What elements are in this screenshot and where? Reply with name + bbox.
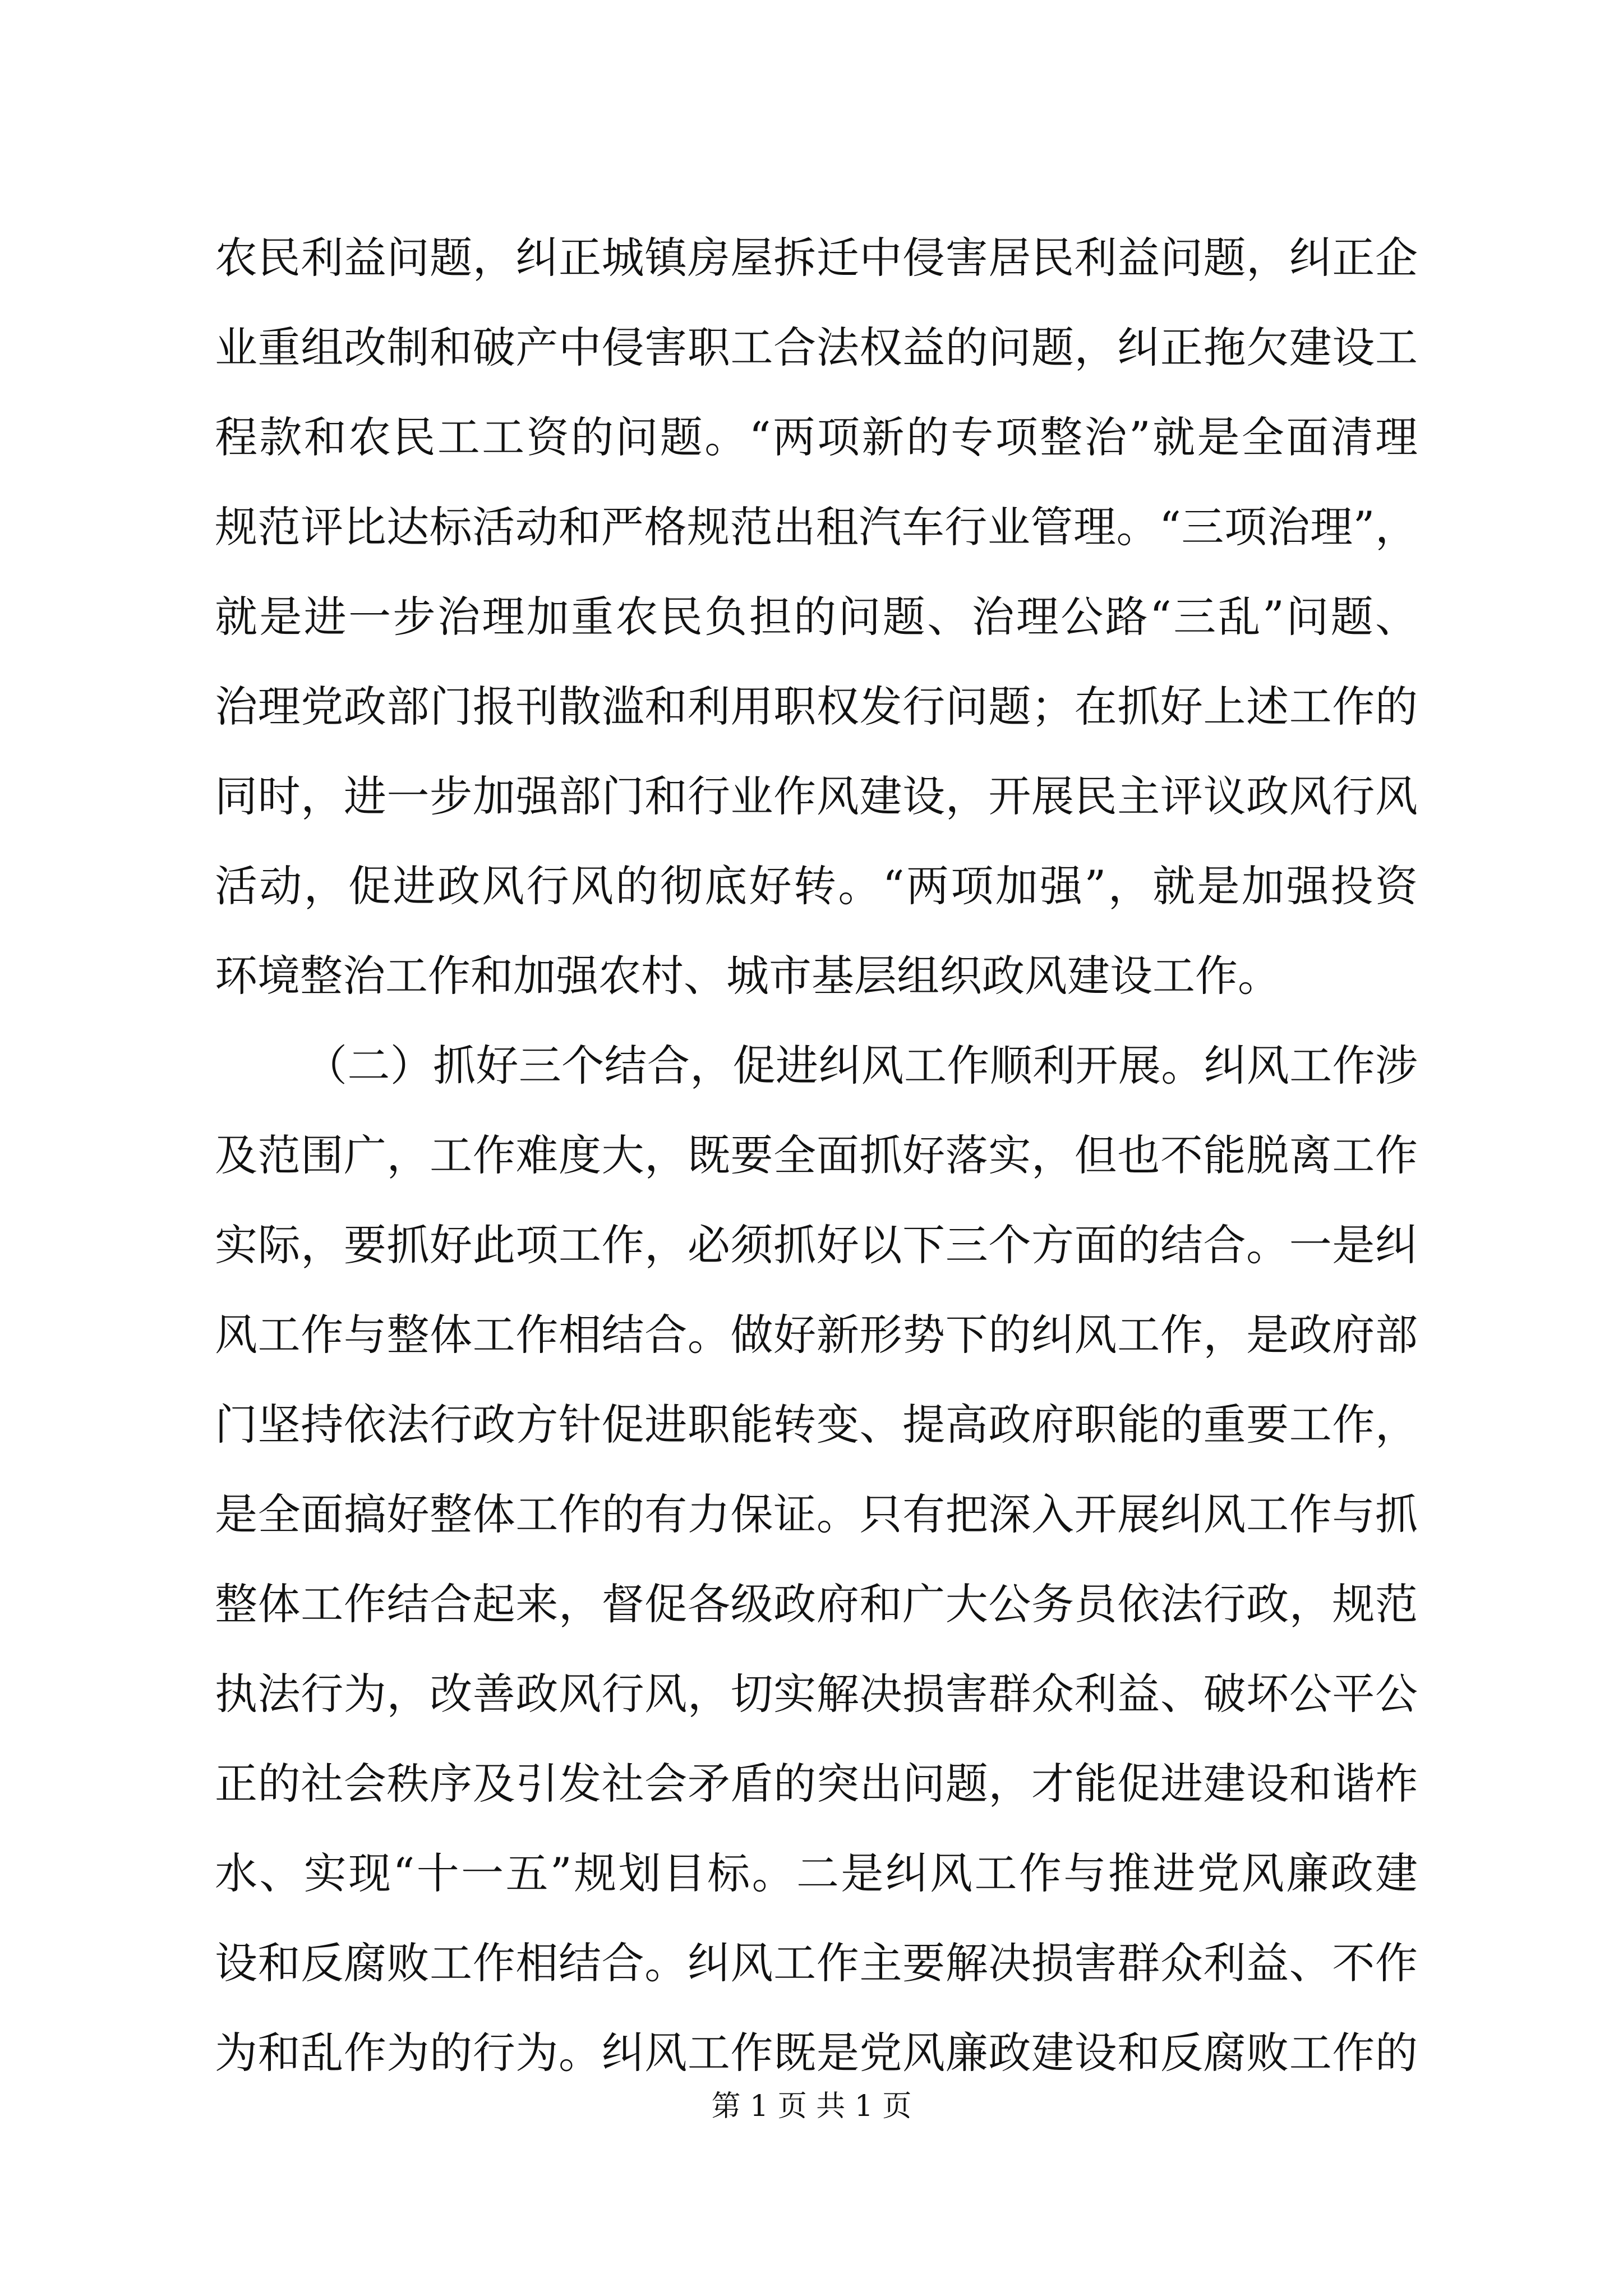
body-text-line: 为和乱作为的行为。纠风工作既是党风廉政建设和反腐败工作的	[215, 2028, 1418, 2078]
body-text-line: 是全面搞好整体工作的有力保证。只有把深入开展纠风工作与抓	[215, 1489, 1418, 1539]
body-text-line: 整体工作结合起来，督促各级政府和广大公务员依法行政，规范	[215, 1579, 1418, 1629]
body-text-line: 实际，要抓好此项工作，必须抓好以下三个方面的结合。一是纠	[215, 1220, 1418, 1270]
body-text-line: 门坚持依法行政方针促进职能转变、提高政府职能的重要工作，	[215, 1400, 1418, 1450]
body-text-line: 农民利益问题，纠正城镇房屋拆迁中侵害居民利益问题，纠正企	[215, 233, 1418, 283]
paragraph-first-line: （二）抓好三个结合，促进纠风工作顺利开展。纠风工作涉	[305, 1041, 1418, 1091]
body-text-line: 业重组改制和破产中侵害职工合法权益的问题，纠正拖欠建设工	[215, 323, 1418, 372]
body-text-line: 水、实现“十一五”规划目标。二是纠风工作与推进党风廉政建	[215, 1848, 1418, 1898]
body-text-line: 规范评比达标活动和严格规范出租汽车行业管理。“三项治理”，	[215, 502, 1418, 552]
body-text-line: 正的社会秩序及引发社会矛盾的突出问题，才能促进建设和谐柞	[215, 1759, 1418, 1809]
body-text-line: 环境整治工作和加强农村、城市基层组织政风建设工作。	[215, 951, 1280, 1001]
body-text-line: 活动，促进政风行风的彻底好转。“两项加强”，就是加强投资	[215, 861, 1418, 911]
body-text-line: 同时，进一步加强部门和行业作风建设，开展民主评议政风行风	[215, 771, 1418, 821]
body-text-line: 执法行为，改善政风行风，切实解决损害群众利益、破坏公平公	[215, 1669, 1418, 1719]
body-text-line: 就是进一步治理加重农民负担的问题、治理公路“三乱”问题、	[215, 592, 1418, 642]
body-text-line: 程款和农民工工资的问题。“两项新的专项整治”就是全面清理	[215, 412, 1418, 462]
body-text-line: 风工作与整体工作相结合。做好新形势下的纠风工作，是政府部	[215, 1310, 1418, 1360]
body-text-line: 治理党政部门报刊散滥和利用职权发行问题；在抓好上述工作的	[215, 682, 1418, 731]
body-text-line: 及范围广，工作难度大，既要全面抓好落实，但也不能脱离工作	[215, 1130, 1418, 1180]
page-footer: 第 1 页 共 1 页	[711, 2090, 912, 2123]
body-text-line: 设和反腐败工作相结合。纠风工作主要解决损害群众利益、不作	[215, 1938, 1418, 1988]
